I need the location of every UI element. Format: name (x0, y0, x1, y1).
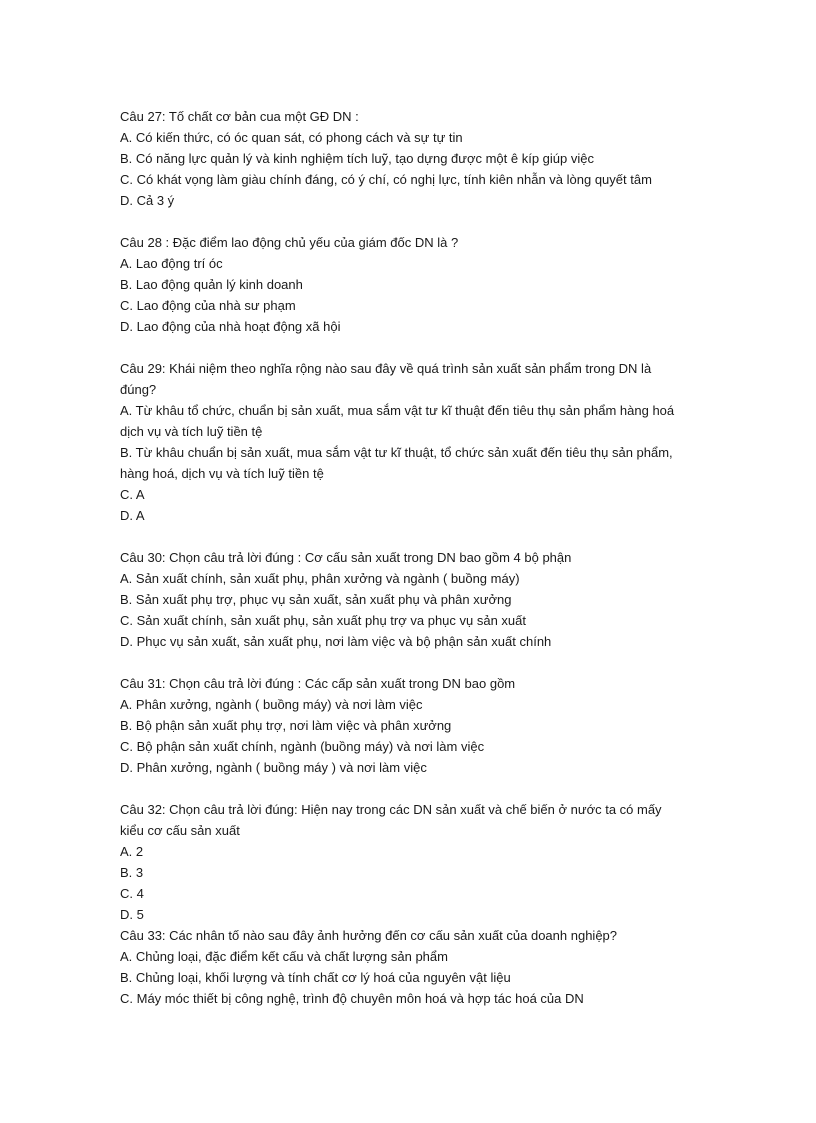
question-line: B. Bộ phận sản xuất phụ trợ, nơi làm việc và phân xưởng (120, 718, 452, 733)
question-line: C. A (120, 487, 145, 502)
question-text: Câu 27: Tố chất cơ bản cua một GĐ DN : (120, 109, 359, 124)
question-line: D. 5 (120, 907, 144, 922)
question-line: D. A (120, 508, 145, 523)
question-block (120, 799, 700, 925)
question-line: B. Từ khâu chuẩn bị sản xuất, mua sắm vật tư kĩ thuật, tổ chức sản xuất đến tiêu thụ sản phẩm, (120, 445, 673, 460)
question-line: C. Sản xuất chính, sản xuất phụ, sản xuất phụ trợ va phục vụ sản xuất (120, 613, 526, 628)
question-line: A. Chủng loại, đặc điểm kết cấu và chất lượng sản phẩm (120, 949, 448, 964)
question-block (120, 673, 700, 778)
question-line: C. Bộ phận sản xuất chính, ngành (buồng máy) và nơi làm việc (120, 739, 485, 754)
question-line: dịch vụ và tích luỹ tiền tệ (120, 424, 263, 439)
question-line: A. Lao động trí óc (120, 256, 223, 271)
question-line: A. Phân xưởng, ngành ( buồng máy) và nơi làm việc (120, 697, 423, 712)
question-line: B. Có năng lực quản lý và kinh nghiệm tích luỹ, tạo dựng được một ê kíp giúp việc (120, 151, 594, 166)
question-block (120, 358, 700, 526)
question-line: B. Sản xuất phụ trợ, phục vụ sản xuất, sản xuất phụ và phân xưởng (120, 592, 512, 607)
document-content (120, 106, 700, 1030)
question-line: D. Phân xưởng, ngành ( buồng máy ) và nơi làm việc (120, 760, 427, 775)
question-line: hàng hoá, dịch vụ và tích luỹ tiền tệ (120, 466, 324, 481)
question-line: đúng? (120, 382, 157, 397)
question-line: A. Sản xuất chính, sản xuất phụ, phân xưởng và ngành ( buồng máy) (120, 571, 520, 586)
question-line: C. 4 (120, 886, 144, 901)
question-line: D. Cả 3 ý (120, 193, 175, 208)
question-text: Câu 33: Các nhân tố nào sau đây ảnh hưởng đến cơ cấu sản xuất của doanh nghiệp? (120, 928, 618, 943)
question-text: Câu 30: Chọn câu trả lời đúng : Cơ cấu sản xuất trong DN bao gồm 4 bộ phận (120, 550, 572, 565)
question-line: C. Máy móc thiết bị công nghệ, trình độ chuyên môn hoá và hợp tác hoá của DN (120, 991, 584, 1006)
question-block (120, 232, 700, 337)
question-text: Câu 31: Chọn câu trả lời đúng : Các cấp sản xuất trong DN bao gồm (120, 676, 516, 691)
question-text: Câu 29: Khái niệm theo nghĩa rộng nào sau đây về quá trình sản xuất sản phẩm trong DN là (120, 361, 652, 376)
question-line: B. Lao động quản lý kinh doanh (120, 277, 303, 292)
question-text: Câu 28 : Đặc điểm lao động chủ yếu của giám đốc DN là ? (120, 235, 459, 250)
question-line: B. 3 (120, 865, 144, 880)
question-line: A. Từ khâu tổ chức, chuẩn bị sản xuất, mua sắm vật tư kĩ thuật đến tiêu thụ sản phẩm hàng hoá (120, 403, 675, 418)
question-line: A. Có kiến thức, có óc quan sát, có phong cách và sự tự tin (120, 130, 463, 145)
question-block (120, 106, 700, 211)
question-line: kiểu cơ cấu sản xuất (120, 823, 240, 838)
question-line: C. Có khát vọng làm giàu chính đáng, có ý chí, có nghị lực, tính kiên nhẫn và lòng quyết tâm (120, 172, 652, 187)
question-line: A. 2 (120, 844, 144, 859)
question-line: B. Chủng loại, khối lượng và tính chất cơ lý hoá của nguyên vật liệu (120, 970, 511, 985)
question-text: Câu 32: Chọn câu trả lời đúng: Hiện nay trong các DN sản xuất và chế biến ở nước ta có mấy (120, 802, 662, 817)
question-block (120, 925, 700, 1009)
question-line: D. Lao động của nhà hoạt động xã hội (120, 319, 341, 334)
question-block (120, 547, 700, 652)
question-line: D. Phục vụ sản xuất, sản xuất phụ, nơi làm việc và bộ phận sản xuất chính (120, 634, 552, 649)
question-line: C. Lao động của nhà sư phạm (120, 298, 296, 313)
